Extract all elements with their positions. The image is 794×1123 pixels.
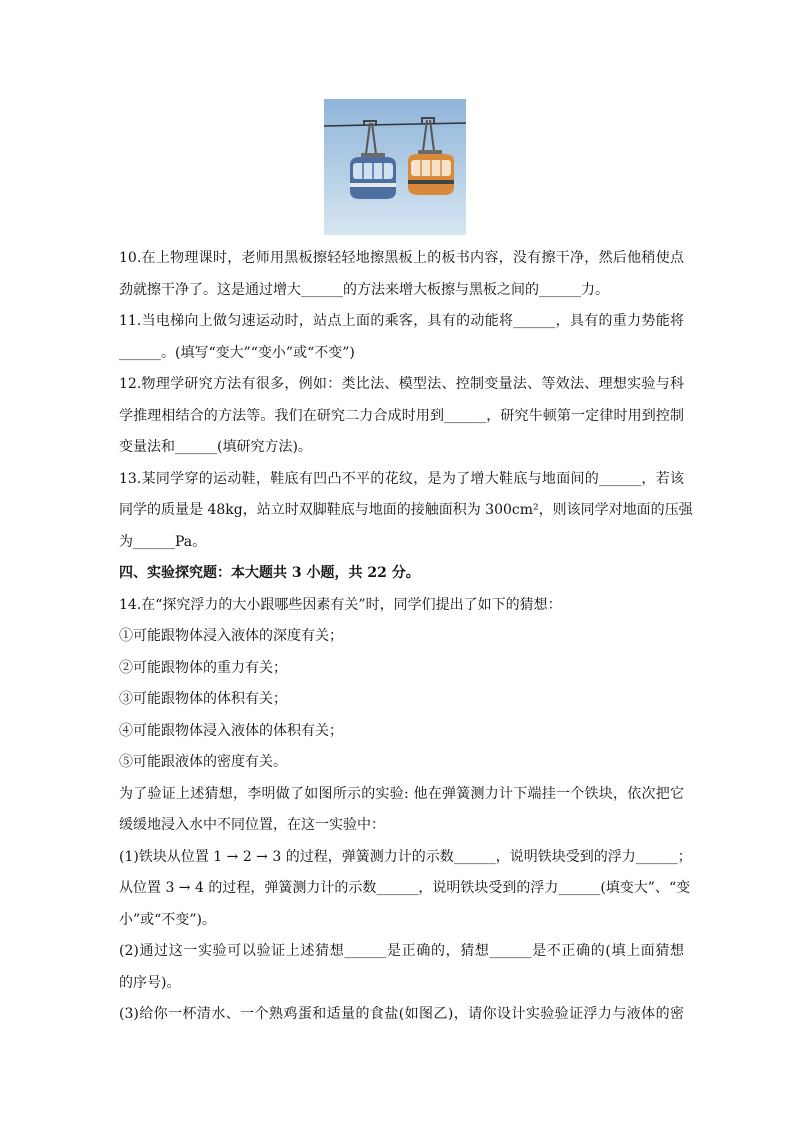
list-item: ②可能跟物体的重力有关；: [119, 659, 287, 676]
list-item: ①可能跟物体浸入液体的深度有关；: [119, 628, 343, 644]
list-item: ⑤可能跟液体的密度有关。: [119, 754, 287, 770]
text-line: 劲就擦干净了。这是通过增大______的方法来增大板擦与黑板之间的______力。: [119, 281, 609, 298]
text-line: 为了验证上述猜想，李明做了如图所示的实验: 他在弹簧测力计下端挂一个铁块，依次把它: [119, 785, 684, 802]
question-text: [119, 243, 693, 1031]
text-line: 10.在上物理课时，老师用黑板擦轻轻地擦黑板上的板书内容，没有擦干净，然后他稍使点: [119, 250, 684, 266]
text-line: 同学的质量是 48kg，站立时双脚鞋底与地面的接触面积为 300cm²，则该同学对地面的压强: [119, 502, 693, 518]
section-heading: 四、实验探究题：本大题共 3 小题，共 22 分。: [119, 565, 420, 581]
text-line: (2)通过这一实验可以验证上述猜想______是正确的，猜想______是不正确的(填上面猜想: [119, 943, 684, 959]
text-line: ______。(填写“变大”“变小”或“不变”): [119, 344, 355, 361]
list-item: ④可能跟物体浸入液体的体积有关；: [119, 722, 343, 739]
text-line: 学推理相结合的方法等。我们在研究二力合成时用到______，研究牛顿第一定律时用到控制: [119, 407, 684, 424]
text-line: 从位置 3 → 4 的过程，弹簧测力计的示数______，说明铁块受到的浮力______(填变大”、“变: [119, 880, 691, 896]
text-line: 11.当电梯向上做匀速运动时，站点上面的乘客，具有的动能将______，具有的重力势能将: [119, 313, 684, 329]
cable-car-photo: [324, 99, 466, 235]
cable-car-photo-icon: [324, 99, 466, 235]
list-item: ③可能跟物体的体积有关；: [119, 691, 287, 707]
text-line: 12.物理学研究方法有很多，例如：类比法、模型法、控制变量法、等效法、理想实验与科: [119, 376, 684, 392]
text-line: 缓缓地浸入水中不同位置，在这一实验中：: [119, 817, 385, 833]
text-line: (1)铁块从位置 1 → 2 → 3 的过程，弹簧测力计的示数______，说明铁块受到的浮力______；: [119, 848, 692, 865]
text-line: 13.某同学穿的运动鞋，鞋底有凹凸不平的花纹，是为了增大鞋底与地面间的______，若该: [119, 470, 684, 487]
text-line: 变量法和______(填研究方法)。: [119, 439, 312, 455]
text-line: 小”或“不变”)。: [119, 911, 216, 928]
text-line: 为______Pa。: [119, 533, 207, 550]
text-line: 14.在“探究浮力的大小跟哪些因素有关”时，同学们提出了如下的猜想：: [119, 596, 562, 613]
text-line: 的序号)。: [119, 974, 181, 991]
text-line: (3)给你一杯清水、一个熟鸡蛋和适量的食盐(如图乙)，请你设计实验验证浮力与液体的密: [119, 1006, 684, 1022]
